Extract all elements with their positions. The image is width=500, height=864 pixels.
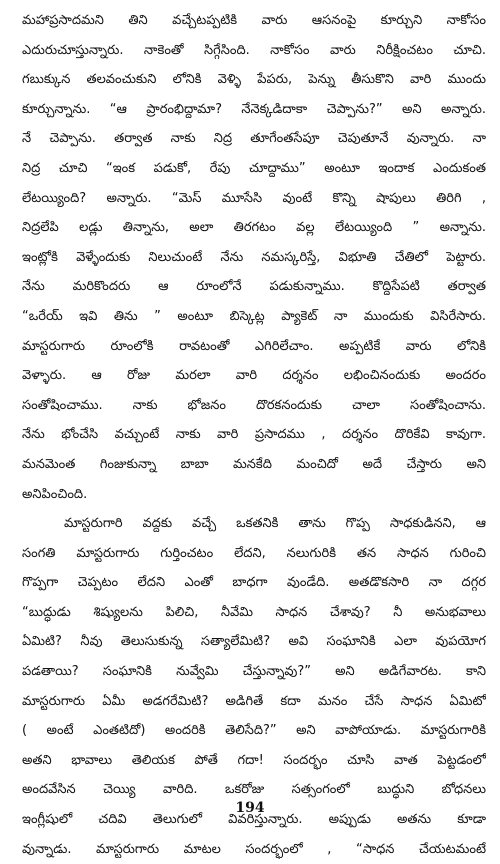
text-line: లేటయ్యింది? అన్నారు. “మెస్ మూసేసి వుంటే కొన్ని షాపులు తిరిగి , <box>22 190 486 206</box>
text-line: ( అంటే ఎంతటిదో) అందరికి తెలిసేది?” అని వాపోయాడు. మాస్టరుగారికి <box>22 723 486 739</box>
text-line: నిద్ర చూచి “ఇంక పడుకో, రేపు చూద్దాము” అంటూ ఇందాక ఎందుకంత <box>22 160 486 176</box>
text-line: గొప్పగా చెప్పటం లేదని ఎంతో బాధగా వుండేది. అతడొకసారి నా దగ్గర <box>22 575 486 591</box>
text-line: వెళ్ళారు. ఆ రోజు మరలా వారి దర్శనం లభించినందుకు అందరం <box>22 368 486 384</box>
text-line: మాస్టరుగారి వద్దకు వచ్చే ఒకతనికి తాను గొప్ప సాధకుడినని, ఆ <box>64 516 486 532</box>
text-line: సంగతి మాస్టరుగారు గుర్తించటం లేదని, నలుగురికి తన సాధన గురించి <box>22 545 486 561</box>
text-line: అందవేసిన చెయ్యి వారిది. ఒకరోజు సత్సంగంలో బుద్ధుని బోధనలు <box>22 782 486 798</box>
text-line: నేను భోంచేసి వచ్చుంటే నాకు వారి ప్రసాదము , దర్శనం దొరికేవి కావుగా. <box>22 427 486 443</box>
text-line: మహాప్రసాదమని తిని వచ్చేటప్పటికి వారు ఆసనంపై కూర్చుని నాకోసం <box>22 13 486 28</box>
text-line: సంతోషించాము. నాకు భోజనం దొరకనందుకు చాలా సంతోషించాను. <box>22 397 486 413</box>
text-line: అతని భావాలు తెలియక పోతే గదా! సందర్భం చూసి వాత పెట్టడంలో <box>22 752 486 768</box>
page-number: 194 <box>235 800 265 816</box>
text-line: మాస్టరుగారు ఏమీ అడగరేమిటి? అడిగితే కదా మనం చేసే సాధన ఏమిటో <box>22 693 486 709</box>
body-text <box>22 6 486 864</box>
text-line: వున్నాడు. మాస్టరుగారు మాటల సందర్భంలో , “సాధన చేయటమంటే <box>22 841 486 857</box>
text-line: నే చెప్పాను. తర్వాత నాకు నిద్ర తూగేంతసేపూ చెపుతూనే వున్నారు. నా <box>22 131 486 147</box>
text-line: పడతాయి? సంఘానికి నువ్వేమి చేస్తున్నావు?” అని అడిగేవారట. కాని <box>22 664 486 680</box>
text-line: మనమెంత గింజుకున్నా బాబా మనకేది మంచిదో అదే చేస్తారు అని <box>22 456 486 472</box>
text-line: మాస్టరుగారు రూంలోకి రావటంతో ఎగిరిలేచాం. అప్పటికే వారు లోనికి <box>22 338 486 354</box>
text-line: నేను మరికొందరు ఆ రూంలోనే పడుకున్నాము. కొద్దిసేపటి తర్వాత <box>22 279 486 295</box>
text-line: ఇంగ్లీషులో చదివి తెలుగులో వివరిస్తున్నారు. అప్పుడు అతను కూడా <box>22 812 486 828</box>
text-line: కూర్చున్నాను. “ఆ ప్రారంభిద్దామా? నేనెక్కడిదాకా చెప్పాను?” అని అన్నారు. <box>22 101 486 117</box>
text-line: అనిపించింది. <box>22 486 88 502</box>
text-line: ఇంట్లోకి వెళ్ళేందుకు నిలుచుంటే నేను నమస్కరిస్తే, విభూతి చేతిలో పెట్టారు. <box>22 249 486 265</box>
text-line: గబుక్కున తలవంచుకుని లోనికి వెళ్ళి పేపరు, పెన్ను తీసుకొని వారి ముందు <box>22 72 486 88</box>
text-line: ఏమిటి? నీవు తెలుసుకున్న సత్యాలేమిటి? అవి సంఘానికి ఎలా వుపయోగ <box>22 634 486 650</box>
text-line: “బుద్ధుడు శిష్యులను పిలిచి, నీవేమి సాధన చేశావు? నీ అనుభవాలు <box>22 604 486 620</box>
text-line: నిద్రలేపి లడ్లు తిన్నాను, అలా తిరగటం వల్ల లేటయ్యింది ” అన్నాను. <box>22 220 486 236</box>
text-line: ఎదురుచూస్తున్నారు. నాకెంతో సిగ్గేసింది. నాకోసం వారు నిరీక్షించటం చూచి. <box>22 42 486 58</box>
text-line: “ఒరేయ్ ఇవి తిను ” అంటూ బిస్కెట్ల ప్యాకెట్ నా ముందుకు విసిరేసారు. <box>22 308 486 324</box>
